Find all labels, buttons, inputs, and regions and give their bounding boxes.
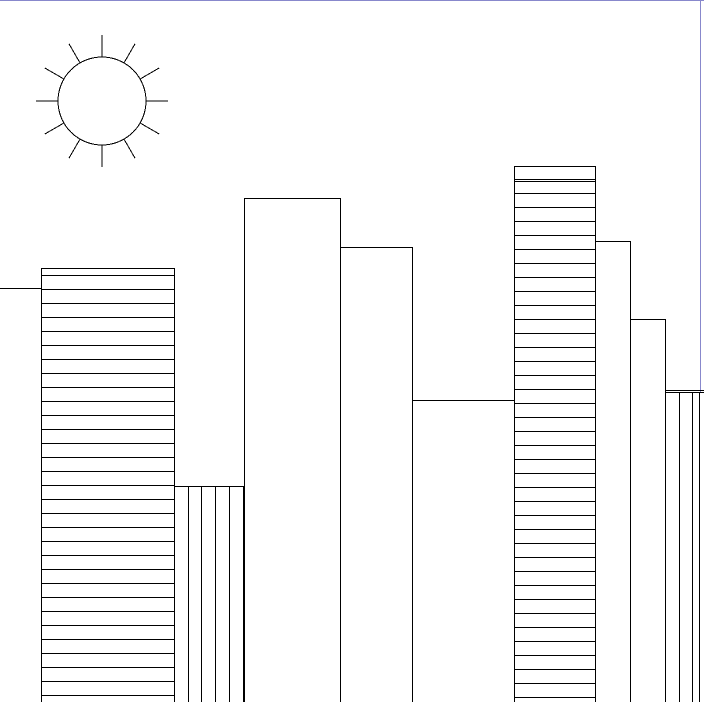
sun-ray [69, 44, 80, 63]
sun-ray [124, 139, 135, 158]
building-striped-left [41, 269, 175, 702]
building-narrow-short [631, 320, 666, 702]
building-vertical-lines-right [665, 391, 704, 702]
building-low-plain [413, 401, 515, 702]
building-vertical-lines-low [175, 486, 244, 702]
sun-ray [69, 139, 80, 158]
sun-ray [140, 68, 159, 79]
sun-icon [36, 35, 168, 167]
sun-ray [124, 44, 135, 63]
sun-ray [45, 68, 64, 79]
building-mid-plain [341, 248, 413, 702]
building-narrow-plain [596, 242, 631, 702]
building-striped-right [514, 167, 596, 702]
sun-ray [140, 123, 159, 134]
building-tall-plain [245, 199, 341, 702]
sun-rays [36, 35, 168, 167]
sun-ray [45, 123, 64, 134]
